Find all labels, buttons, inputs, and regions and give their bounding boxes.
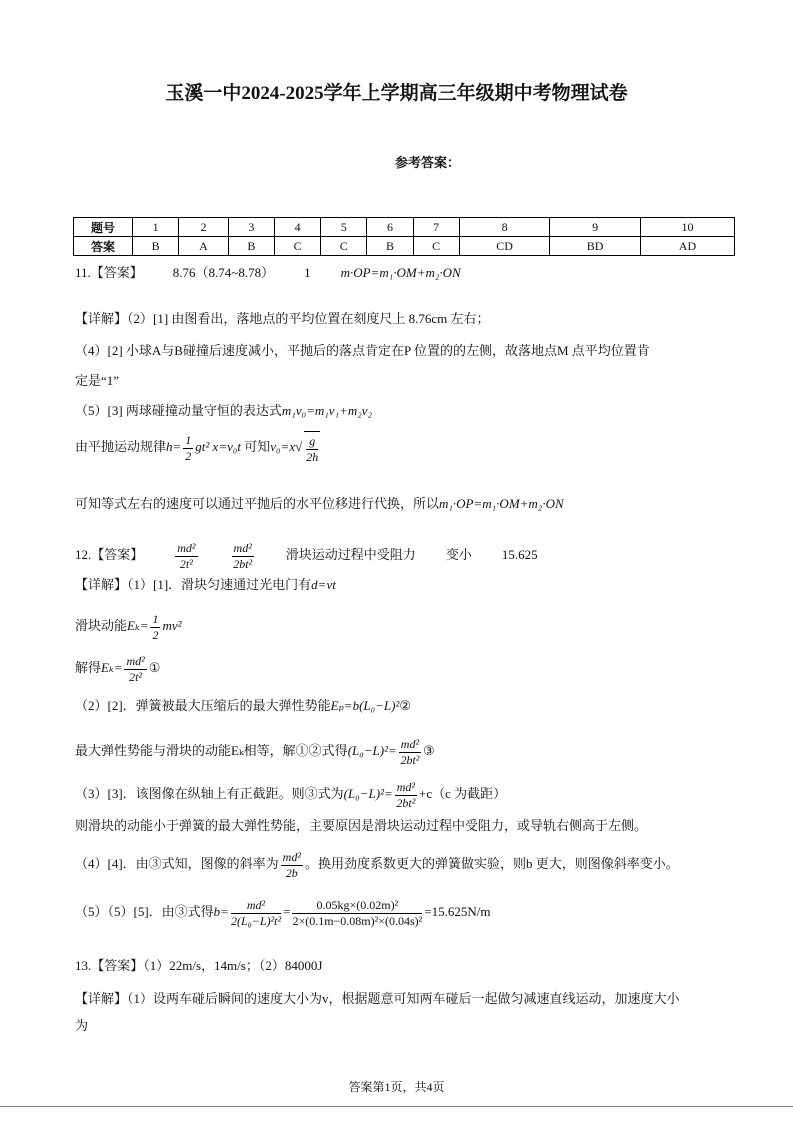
formula: m₁·OP=m₁·OM+m₂·ON (439, 496, 564, 511)
table-cell: 10 (640, 218, 734, 237)
text: 。换用劲度系数更大的弹簧做实验，则b 更大，则图像斜率变小。 (304, 856, 679, 871)
numerator: g (306, 434, 318, 450)
text: （5）（5）[5]．由③式得 (75, 904, 214, 919)
table-cell: 8 (459, 218, 550, 237)
table-cell: 2 (179, 218, 229, 237)
text: 可知等式左右的速度可以通过平抛后的水平位移进行代换，所以 (75, 496, 440, 511)
q12-answer (75, 538, 538, 572)
page-title: 玉溪一中2024-2025学年上学期高三年级期中考物理试卷 (165, 83, 628, 104)
text-line (75, 402, 372, 420)
table-row (74, 237, 735, 256)
fraction (292, 898, 422, 929)
text-line (75, 651, 160, 685)
formula: (L₀−L)²= (343, 786, 393, 801)
page-footer: 答案第1页，共4页 (348, 1080, 445, 1094)
formula: h= (166, 439, 182, 454)
numerator: md² (282, 849, 301, 864)
table-cell: CD (459, 237, 550, 256)
text-line: 定是“1” (75, 373, 120, 388)
answer-value: 变小 (445, 547, 472, 562)
text: （5）[3] 两球碰撞动量守恒的表达式 (75, 403, 282, 418)
fraction (150, 612, 160, 643)
q11-answer (75, 264, 461, 282)
text-line (75, 895, 490, 929)
text: =15.625N/m (424, 904, 491, 919)
table-cell: 1 (133, 218, 179, 237)
formula: Eₚ=b(L₀−L)² (330, 698, 400, 713)
text: （3）[3]．该图像在纵轴上有正截距。则③式为 (75, 786, 344, 801)
formula: d=vt (311, 577, 336, 592)
table-cell: 7 (413, 218, 459, 237)
q13-answer: 13.【答案】（1）22m/s，14m/s；（2）84000J (75, 958, 323, 973)
text: （4）[4]．由③式知，图像的斜率为 (75, 856, 279, 871)
text-line: 由平抛运动规律h= $\frac{1}{2}$ gt² x=v₀t 可知v₀=x√ $\frac{g}{2h}$ (75, 432, 319, 465)
text-line (75, 734, 435, 768)
footer-divider (0, 1106, 793, 1107)
text-line (75, 847, 679, 881)
answer-value: 8.76（8.74~8.78） (172, 265, 275, 280)
table-cell: BD (550, 237, 641, 256)
numerator: 1 (152, 611, 159, 626)
formula: (L₀−L)²= (347, 743, 397, 758)
text-line (75, 495, 564, 513)
answer-table (73, 217, 735, 256)
table-cell: 3 (228, 218, 274, 237)
table-cell: B (367, 237, 413, 256)
denominator: 2bt² (400, 752, 420, 767)
text: ① (148, 660, 161, 675)
table-header-cell: 答案 (74, 237, 133, 256)
denominator: 2×(0.1m−0.08m)²×(0.04s)² (292, 913, 423, 928)
formula: gt² x=v₀t (195, 439, 241, 454)
table-cell: B (228, 237, 274, 256)
text: 滑块动能 (75, 618, 128, 633)
formula: m₁v₀=m₁v₁+m₂v₂ (281, 403, 373, 418)
formula: Eₖ= (127, 618, 149, 633)
text-line: 则滑块的动能小于弹簧的最大弹性势能，主要原因是滑块运动过程中受阻力，或导轨右侧高于左侧。 (75, 818, 648, 833)
answer-value: 滑块运动过程中受阻力 (285, 547, 416, 562)
text-line: 【详解】（2）[1] 由图看出，落地点的平均位置在刻度尺上 8.76cm 左右； (75, 311, 490, 326)
table-cell: C (413, 237, 459, 256)
text: 由平抛运动规律 (75, 439, 167, 454)
text-line: （4）[2] 小球A与B碰撞后速度减小，平抛后的落点肯定在P 位置的的左侧，故落地点M 点平均位置肯 (75, 343, 650, 358)
formula: m·OP=m₁·OM+m₂·ON (340, 265, 461, 280)
numerator: 0.05kg×(0.02m)² (292, 898, 422, 914)
denominator: 2bt² (233, 556, 253, 571)
text: （2）[2]．弹簧被最大压缩后的最大弹性势能 (75, 698, 331, 713)
text: 可知 (244, 439, 271, 454)
table-cell: B (133, 237, 179, 256)
text: ③ (423, 743, 435, 758)
formula: b= (213, 904, 229, 919)
numerator: md² (177, 540, 196, 555)
text: 【详解】（1）[1]．滑块匀速通过光电门有 (75, 577, 312, 592)
text: +c（c 为截距） (419, 786, 507, 801)
numerator: md² (400, 736, 420, 751)
fraction (231, 898, 281, 929)
table-cell: 9 (550, 218, 641, 237)
numerator: md² (233, 540, 252, 555)
fraction (306, 434, 318, 465)
formula: Eₖ= (101, 660, 123, 675)
text-line: 【详解】（1）设两车碰后瞬间的速度大小为v，根据题意可知两车碰后一起做匀减速直线运动，加速度大小 (75, 991, 680, 1006)
denominator: 2b (285, 865, 298, 880)
table-cell: C (321, 237, 367, 256)
text: ② (399, 698, 412, 713)
text-line (75, 777, 506, 811)
answer-label: 11.【答案】 (75, 265, 143, 280)
text: 最大弹性势能与滑块的动能Eₖ相等，解①②式得 (75, 743, 348, 758)
numerator: 1 (185, 432, 192, 447)
table-row (74, 218, 735, 237)
numerator: md² (396, 779, 416, 794)
numerator: md² (231, 898, 281, 914)
text-line: 为 (75, 1018, 89, 1033)
table-cell: 5 (321, 218, 367, 237)
denominator: 2 (185, 448, 192, 463)
table-cell: C (274, 237, 320, 256)
denominator: 2bt² (396, 795, 416, 810)
text-line (75, 697, 411, 715)
denominator: 2t² (129, 669, 143, 684)
fraction (399, 737, 421, 768)
fraction (232, 541, 254, 572)
answer-value: 15.625 (501, 547, 538, 562)
denominator: 2t² (179, 556, 193, 571)
fraction (124, 654, 146, 685)
table-cell: A (179, 237, 229, 256)
denominator: 2(L₀−L)²t² (230, 913, 282, 928)
fraction (281, 850, 303, 881)
text-line (75, 576, 336, 594)
table-cell: 6 (367, 218, 413, 237)
formula: mv² (162, 618, 182, 633)
subtitle: 参考答案： (395, 155, 461, 170)
numerator: md² (126, 653, 145, 668)
text: = (283, 904, 291, 919)
answer-label: 12.【答案】 (75, 547, 144, 562)
table-cell: 4 (274, 218, 320, 237)
fraction (395, 780, 417, 811)
formula: v₀=x (270, 439, 296, 454)
answer-value: 1 (304, 265, 311, 280)
text: 解得 (75, 660, 102, 675)
fraction (183, 433, 193, 464)
table-cell: AD (640, 237, 734, 256)
denominator: 2h (306, 450, 319, 465)
fraction (175, 541, 197, 572)
text-line (75, 609, 182, 643)
denominator: 2 (152, 627, 159, 642)
table-header-cell: 题号 (74, 218, 133, 237)
